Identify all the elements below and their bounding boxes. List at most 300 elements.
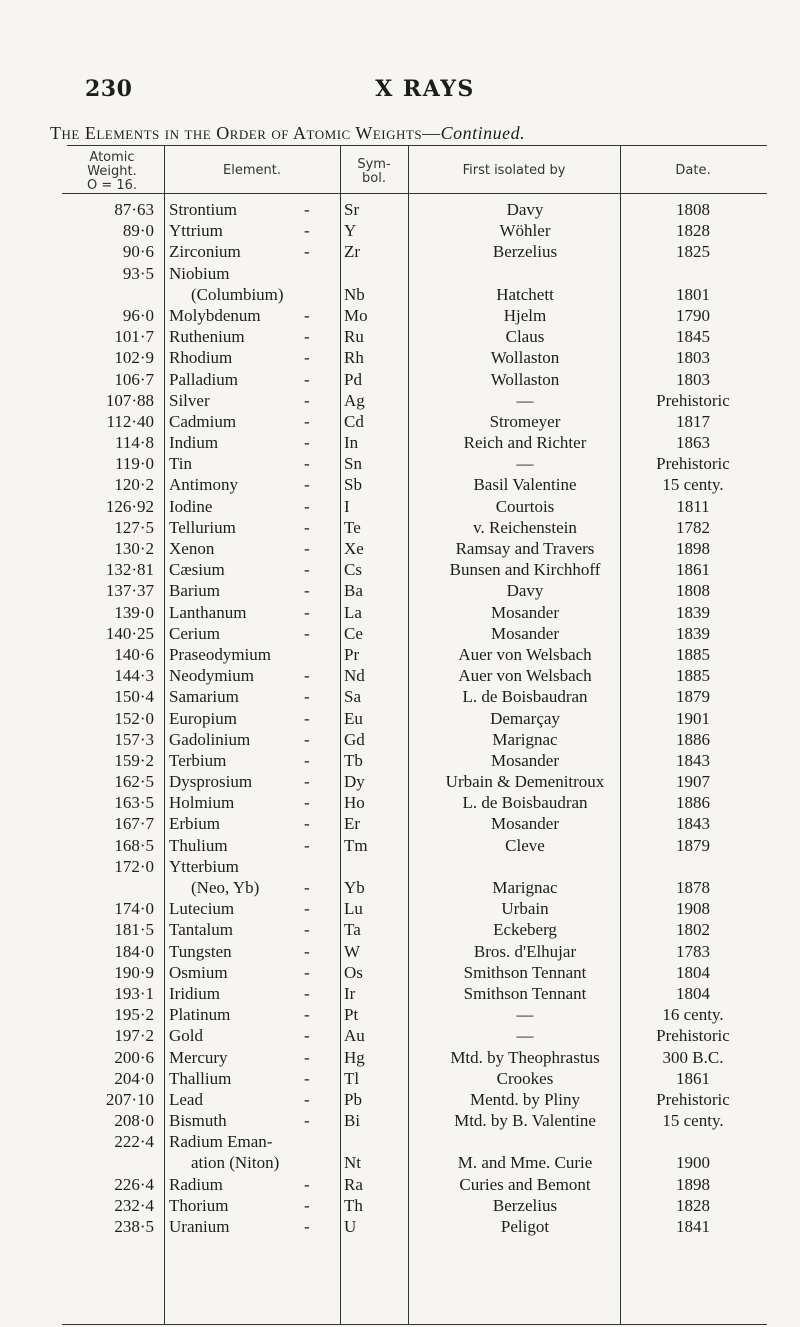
element-symbol: La bbox=[344, 602, 362, 622]
element-symbol: Pt bbox=[344, 1005, 359, 1025]
first-isolated-by: Mtd. by Theophrastus bbox=[450, 1047, 600, 1067]
atomic-weight: 162·5 bbox=[114, 772, 154, 792]
table-row bbox=[62, 898, 767, 919]
element-name bbox=[169, 750, 347, 771]
first-isolated-by: Bros. d'Elhujar bbox=[473, 941, 577, 961]
atomic-weight: 152·0 bbox=[114, 708, 154, 728]
discovery-date: 1828 bbox=[676, 221, 710, 241]
element-symbol: Bi bbox=[344, 1111, 361, 1131]
element-name bbox=[169, 517, 347, 538]
atomic-weight: 184·0 bbox=[114, 941, 154, 961]
element-name bbox=[169, 390, 347, 411]
atomic-weight: 96·0 bbox=[122, 305, 154, 325]
leader-dash: - bbox=[304, 496, 310, 516]
table-row bbox=[62, 390, 767, 411]
element-name-line: Thallium bbox=[169, 1068, 232, 1088]
element-name-line: Silver bbox=[169, 390, 210, 410]
leader-dash: - bbox=[304, 1026, 310, 1046]
first-isolated-by: Wollaston bbox=[490, 348, 560, 368]
table-row bbox=[62, 1068, 767, 1089]
first-isolated-by: Mtd. by B. Valentine bbox=[454, 1111, 596, 1131]
element-symbol: Sa bbox=[344, 687, 361, 707]
element-name bbox=[169, 1110, 347, 1131]
atomic-weight: 93·5 bbox=[122, 263, 154, 283]
first-isolated-by: — bbox=[516, 390, 534, 410]
discovery-date: 1878 bbox=[676, 878, 710, 898]
element-name-line: Thorium bbox=[169, 1195, 229, 1215]
atomic-weight: 232·4 bbox=[114, 1195, 154, 1215]
element-name bbox=[169, 856, 347, 898]
first-isolated-by: Davy bbox=[506, 581, 544, 601]
element-name bbox=[169, 1131, 347, 1173]
leader-dash: - bbox=[304, 348, 310, 368]
discovery-date: Prehistoric bbox=[656, 454, 730, 474]
leader-dash: - bbox=[304, 623, 310, 643]
element-name-continuation: (Columbium) bbox=[191, 284, 284, 304]
element-name-continuation: ation (Niton) bbox=[191, 1153, 280, 1173]
atomic-weight: 140·6 bbox=[114, 644, 154, 664]
element-name bbox=[169, 602, 347, 623]
element-name bbox=[169, 898, 347, 919]
element-symbol: Cs bbox=[344, 560, 362, 580]
bottom-rule bbox=[62, 1324, 767, 1325]
caption-text: The Elements in the Order of Atomic Weights— bbox=[50, 123, 441, 143]
discovery-date: 1808 bbox=[676, 581, 710, 601]
discovery-date: 1811 bbox=[676, 496, 710, 516]
first-isolated-by: Claus bbox=[505, 327, 545, 347]
element-name bbox=[169, 220, 347, 241]
leader-dash: - bbox=[304, 708, 310, 728]
element-symbol: Rh bbox=[344, 348, 364, 368]
element-name-line: Holmium bbox=[169, 793, 235, 813]
element-symbol: Ba bbox=[344, 581, 363, 601]
header-rule bbox=[62, 193, 767, 194]
element-name bbox=[169, 1216, 347, 1237]
leader-dash: - bbox=[304, 411, 310, 431]
element-name-line: Lanthanum bbox=[169, 602, 247, 622]
table-row bbox=[62, 559, 767, 580]
element-name-line: Rhodium bbox=[169, 348, 233, 368]
atomic-weight: 159·2 bbox=[114, 750, 154, 770]
element-name-line: Tungsten bbox=[169, 941, 232, 961]
element-name-line: Cæsium bbox=[169, 560, 225, 580]
atomic-weight: 127·5 bbox=[114, 517, 154, 537]
discovery-date: 1886 bbox=[676, 793, 710, 813]
element-name bbox=[169, 1174, 347, 1195]
atomic-weight: 106·7 bbox=[114, 369, 154, 389]
leader-dash: - bbox=[304, 433, 310, 453]
leader-dash: - bbox=[304, 1068, 310, 1088]
first-isolated-by: Berzelius bbox=[492, 242, 558, 262]
header-symbol: Sym- bol. bbox=[357, 157, 391, 186]
element-name-line: Iodine bbox=[169, 496, 213, 516]
element-name-line: Erbium bbox=[169, 814, 220, 834]
leader-dash: - bbox=[304, 1195, 310, 1215]
leader-dash: - bbox=[304, 1005, 310, 1025]
leader-dash: - bbox=[304, 1217, 310, 1237]
element-name-line: Iridium bbox=[169, 983, 220, 1003]
table-row bbox=[62, 496, 767, 517]
discovery-date: 1803 bbox=[676, 369, 710, 389]
atomic-weight: 200·6 bbox=[114, 1047, 154, 1067]
atomic-weight: 132·81 bbox=[105, 560, 154, 580]
leader-dash: - bbox=[304, 602, 310, 622]
atomic-weight: 226·4 bbox=[114, 1174, 154, 1194]
table-row bbox=[62, 686, 767, 707]
element-name bbox=[169, 792, 347, 813]
element-symbol: Yb bbox=[344, 878, 365, 898]
atomic-weight: 167·7 bbox=[114, 814, 154, 834]
element-name bbox=[169, 305, 347, 326]
element-name bbox=[169, 580, 347, 601]
table-row bbox=[62, 1131, 767, 1173]
discovery-date: 1901 bbox=[676, 708, 710, 728]
leader-dash: - bbox=[304, 793, 310, 813]
first-isolated-by: v. Reichenstein bbox=[473, 517, 577, 537]
leader-dash: - bbox=[304, 517, 310, 537]
page-header bbox=[85, 76, 765, 106]
discovery-date: 1817 bbox=[676, 411, 710, 431]
discovery-date: 1843 bbox=[676, 814, 710, 834]
element-name-line: Lutecium bbox=[169, 899, 235, 919]
atomic-weight: 102·9 bbox=[114, 348, 154, 368]
leader-dash: - bbox=[304, 1047, 310, 1067]
discovery-date: 1845 bbox=[676, 327, 710, 347]
element-name bbox=[169, 1195, 347, 1216]
table-caption bbox=[50, 123, 760, 144]
element-symbol: In bbox=[344, 433, 359, 453]
element-name-line: Radium bbox=[169, 1174, 223, 1194]
atomic-weight: 140·25 bbox=[105, 623, 154, 643]
leader-dash: - bbox=[304, 1089, 310, 1109]
leader-dash: - bbox=[304, 814, 310, 834]
table-row bbox=[62, 517, 767, 538]
atomic-weight: 114·8 bbox=[114, 433, 154, 453]
atomic-weight: 130·2 bbox=[114, 539, 154, 559]
discovery-date: 15 centy. bbox=[662, 475, 724, 495]
element-name-line: Uranium bbox=[169, 1217, 230, 1237]
atomic-weight: 238·5 bbox=[114, 1217, 154, 1237]
element-name bbox=[169, 941, 347, 962]
discovery-date: 1898 bbox=[676, 1174, 710, 1194]
leader-dash: - bbox=[304, 1174, 310, 1194]
atomic-weight: 87·63 bbox=[114, 200, 154, 219]
element-symbol: Pd bbox=[344, 369, 362, 389]
element-name-line: Osmium bbox=[169, 962, 228, 982]
discovery-date: 1808 bbox=[676, 200, 710, 219]
first-isolated-by: Auer von Welsbach bbox=[458, 644, 592, 664]
leader-dash: - bbox=[304, 878, 310, 898]
first-isolated-by: Curies and Bemont bbox=[459, 1174, 591, 1194]
element-name bbox=[169, 432, 347, 453]
element-symbol: Tm bbox=[344, 835, 368, 855]
table-row bbox=[62, 347, 767, 368]
discovery-date: 1802 bbox=[676, 920, 710, 940]
table-row bbox=[62, 1195, 767, 1216]
discovery-date: 1900 bbox=[676, 1153, 710, 1173]
element-name bbox=[169, 983, 347, 1004]
atomic-weight: 190·9 bbox=[114, 962, 154, 982]
first-isolated-by: Mentd. by Pliny bbox=[469, 1089, 581, 1109]
table-row bbox=[62, 263, 767, 305]
discovery-date: 300 B.C. bbox=[662, 1047, 724, 1067]
element-name-line: Gold bbox=[169, 1026, 203, 1046]
element-name bbox=[169, 919, 347, 940]
discovery-date: 1804 bbox=[676, 962, 710, 982]
leader-dash: - bbox=[304, 962, 310, 982]
discovery-date: 1861 bbox=[676, 1068, 710, 1088]
element-symbol: Ta bbox=[344, 920, 361, 940]
element-name bbox=[169, 1089, 347, 1110]
header-atomic-weight: Atomic Weight. O = 16. bbox=[86, 150, 138, 193]
leader-dash: - bbox=[304, 242, 310, 262]
element-name-line: Cerium bbox=[169, 623, 220, 643]
first-isolated-by: Eckeberg bbox=[493, 920, 557, 940]
element-name-line: Palladium bbox=[169, 369, 238, 389]
element-name-line: Molybdenum bbox=[169, 305, 261, 325]
element-name bbox=[169, 686, 347, 707]
leader-dash: - bbox=[304, 1111, 310, 1131]
leader-dash: - bbox=[304, 729, 310, 749]
first-isolated-by: Crookes bbox=[496, 1068, 554, 1088]
leader-dash: - bbox=[304, 941, 310, 961]
discovery-date: 1879 bbox=[676, 835, 710, 855]
element-symbol: Te bbox=[344, 517, 361, 537]
discovery-date: Prehistoric bbox=[656, 1089, 730, 1109]
first-isolated-by: Davy bbox=[506, 200, 544, 219]
first-isolated-by: M. and Mme. Curie bbox=[457, 1153, 593, 1173]
first-isolated-by: Ramsay and Travers bbox=[455, 539, 595, 559]
first-isolated-by: Wollaston bbox=[490, 369, 560, 389]
leader-dash: - bbox=[304, 772, 310, 792]
atomic-weight: 163·5 bbox=[114, 793, 154, 813]
first-isolated-by: Mosander bbox=[491, 814, 559, 834]
element-name-line: Yttrium bbox=[169, 221, 223, 241]
atomic-weight: 144·3 bbox=[114, 666, 154, 686]
atomic-weight: 119·0 bbox=[114, 454, 154, 474]
element-symbol: Sb bbox=[344, 475, 362, 495]
discovery-date: 1908 bbox=[676, 899, 710, 919]
first-isolated-by: Berzelius bbox=[492, 1195, 558, 1215]
element-name bbox=[169, 411, 347, 432]
element-name bbox=[169, 835, 347, 856]
atomic-weight: 89·0 bbox=[122, 221, 154, 241]
leader-dash: - bbox=[304, 454, 310, 474]
element-symbol: Nd bbox=[344, 666, 365, 686]
top-rule bbox=[67, 145, 767, 146]
element-name bbox=[169, 813, 347, 834]
atomic-weight: 90·6 bbox=[122, 242, 154, 262]
first-isolated-by: Mosander bbox=[491, 623, 559, 643]
table-row bbox=[62, 644, 767, 665]
element-symbol: I bbox=[344, 496, 350, 516]
discovery-date: 1886 bbox=[676, 729, 710, 749]
elements-table bbox=[62, 145, 767, 1325]
table-row bbox=[62, 750, 767, 771]
element-name-line: Strontium bbox=[169, 200, 238, 219]
first-isolated-by: Smithson Tennant bbox=[463, 983, 587, 1003]
table-row bbox=[62, 792, 767, 813]
element-symbol: Th bbox=[344, 1195, 363, 1215]
atomic-weight: 107·88 bbox=[105, 390, 154, 410]
table-row bbox=[62, 708, 767, 729]
first-isolated-by: Smithson Tennant bbox=[463, 962, 587, 982]
element-name-line: Ytterbium bbox=[169, 856, 239, 876]
element-name bbox=[169, 708, 347, 729]
first-isolated-by: Mosander bbox=[491, 602, 559, 622]
table-row bbox=[62, 1110, 767, 1131]
table-row bbox=[62, 729, 767, 750]
leader-dash: - bbox=[304, 305, 310, 325]
first-isolated-by: Hatchett bbox=[496, 284, 554, 304]
leader-dash: - bbox=[304, 221, 310, 241]
discovery-date: 16 centy. bbox=[662, 1005, 724, 1025]
running-head: X RAYS bbox=[375, 76, 475, 102]
first-isolated-by: Wöhler bbox=[499, 221, 551, 241]
leader-dash: - bbox=[304, 200, 310, 219]
element-symbol: Zr bbox=[344, 242, 361, 262]
discovery-date: 1841 bbox=[676, 1217, 710, 1237]
element-name bbox=[169, 347, 347, 368]
first-isolated-by: Urbain & Demenitroux bbox=[445, 772, 605, 792]
table-row bbox=[62, 623, 767, 644]
table-row bbox=[62, 919, 767, 940]
element-symbol: Sr bbox=[344, 200, 360, 219]
element-name-line: Samarium bbox=[169, 687, 239, 707]
discovery-date: Prehistoric bbox=[656, 390, 730, 410]
element-symbol: Pr bbox=[344, 644, 360, 664]
atomic-weight: 204·0 bbox=[114, 1068, 154, 1088]
element-name bbox=[169, 1068, 347, 1089]
element-name-line: Gadolinium bbox=[169, 729, 251, 749]
element-name-line: Cadmium bbox=[169, 411, 237, 431]
discovery-date: 1803 bbox=[676, 348, 710, 368]
element-name bbox=[169, 729, 347, 750]
leader-dash: - bbox=[304, 899, 310, 919]
leader-dash: - bbox=[304, 920, 310, 940]
atomic-weight: 174·0 bbox=[114, 899, 154, 919]
table-row bbox=[62, 369, 767, 390]
discovery-date: 1843 bbox=[676, 750, 710, 770]
element-name bbox=[169, 962, 347, 983]
element-name-line: Tellurium bbox=[169, 517, 236, 537]
element-symbol: Dy bbox=[344, 772, 365, 792]
table-row bbox=[62, 474, 767, 495]
element-symbol: Ce bbox=[344, 623, 363, 643]
atomic-weight: 207·10 bbox=[105, 1089, 154, 1109]
table-row bbox=[62, 453, 767, 474]
table-row bbox=[62, 856, 767, 898]
discovery-date: 1885 bbox=[676, 644, 710, 664]
first-isolated-by: Marignac bbox=[492, 729, 558, 749]
atomic-weight: 195·2 bbox=[114, 1005, 154, 1025]
element-name-line: Niobium bbox=[169, 263, 230, 283]
element-name-line: Europium bbox=[169, 708, 237, 728]
element-name bbox=[169, 1004, 347, 1025]
table-row bbox=[62, 813, 767, 834]
leader-dash: - bbox=[304, 560, 310, 580]
table-row bbox=[62, 835, 767, 856]
leader-dash: - bbox=[304, 539, 310, 559]
first-isolated-by: Stromeyer bbox=[489, 411, 561, 431]
element-name-line: Dysprosium bbox=[169, 772, 253, 792]
leader-dash: - bbox=[304, 369, 310, 389]
discovery-date: 1804 bbox=[676, 983, 710, 1003]
element-name-line: Bismuth bbox=[169, 1111, 227, 1131]
element-symbol: Mo bbox=[344, 305, 368, 325]
header-element: Element. bbox=[223, 163, 281, 178]
leader-dash: - bbox=[304, 327, 310, 347]
element-name-continuation: (Neo, Yb) bbox=[191, 878, 260, 898]
table-row bbox=[62, 983, 767, 1004]
element-name bbox=[169, 559, 347, 580]
element-name bbox=[169, 474, 347, 495]
leader-dash: - bbox=[304, 581, 310, 601]
atomic-weight: 126·92 bbox=[105, 496, 154, 516]
table-row bbox=[62, 1089, 767, 1110]
table-row bbox=[62, 665, 767, 686]
atomic-weight: 112·40 bbox=[106, 411, 154, 431]
discovery-date: 1828 bbox=[676, 1195, 710, 1215]
discovery-date: 1790 bbox=[676, 305, 710, 325]
element-name-line: Neodymium bbox=[169, 666, 254, 686]
first-isolated-by: Auer von Welsbach bbox=[458, 666, 592, 686]
leader-dash: - bbox=[304, 666, 310, 686]
element-name bbox=[169, 644, 347, 665]
discovery-date: 1861 bbox=[676, 560, 710, 580]
atomic-weight: 208·0 bbox=[114, 1111, 154, 1131]
leader-dash: - bbox=[304, 390, 310, 410]
discovery-date: 1879 bbox=[676, 687, 710, 707]
discovery-date: 15 centy. bbox=[662, 1111, 724, 1131]
first-isolated-by: — bbox=[516, 1005, 534, 1025]
leader-dash: - bbox=[304, 475, 310, 495]
element-name bbox=[169, 665, 347, 686]
element-name bbox=[169, 263, 347, 304]
element-symbol: Tl bbox=[344, 1068, 360, 1088]
first-isolated-by: Marignac bbox=[492, 878, 558, 898]
atomic-weight: 120·2 bbox=[114, 475, 154, 495]
element-name bbox=[169, 623, 347, 644]
element-symbol: Ru bbox=[344, 327, 364, 347]
discovery-date: 1839 bbox=[676, 623, 710, 643]
first-isolated-by: Basil Valentine bbox=[473, 475, 577, 495]
element-symbol: Os bbox=[344, 962, 363, 982]
element-name-line: Antimony bbox=[169, 475, 238, 495]
table-body bbox=[62, 199, 767, 1237]
atomic-weight: 168·5 bbox=[114, 835, 154, 855]
discovery-date: 1783 bbox=[676, 941, 710, 961]
table-row bbox=[62, 326, 767, 347]
first-isolated-by: Urbain bbox=[501, 899, 549, 919]
header-first-isolated-by: First isolated by bbox=[462, 163, 566, 178]
discovery-date: 1801 bbox=[676, 284, 710, 304]
first-isolated-by: — bbox=[516, 454, 534, 474]
first-isolated-by: Demarçay bbox=[490, 708, 560, 728]
page-number: 230 bbox=[85, 76, 133, 102]
element-name-line: Lead bbox=[169, 1089, 203, 1109]
element-symbol: Nt bbox=[344, 1153, 361, 1173]
first-isolated-by: L. de Boisbaudran bbox=[462, 687, 588, 707]
table-row bbox=[62, 411, 767, 432]
element-name-line: Indium bbox=[169, 433, 219, 453]
element-name bbox=[169, 326, 347, 347]
discovery-date: 1885 bbox=[676, 666, 710, 686]
table-row bbox=[62, 199, 767, 220]
element-symbol: Er bbox=[344, 814, 361, 834]
element-name bbox=[169, 538, 347, 559]
table-row bbox=[62, 962, 767, 983]
